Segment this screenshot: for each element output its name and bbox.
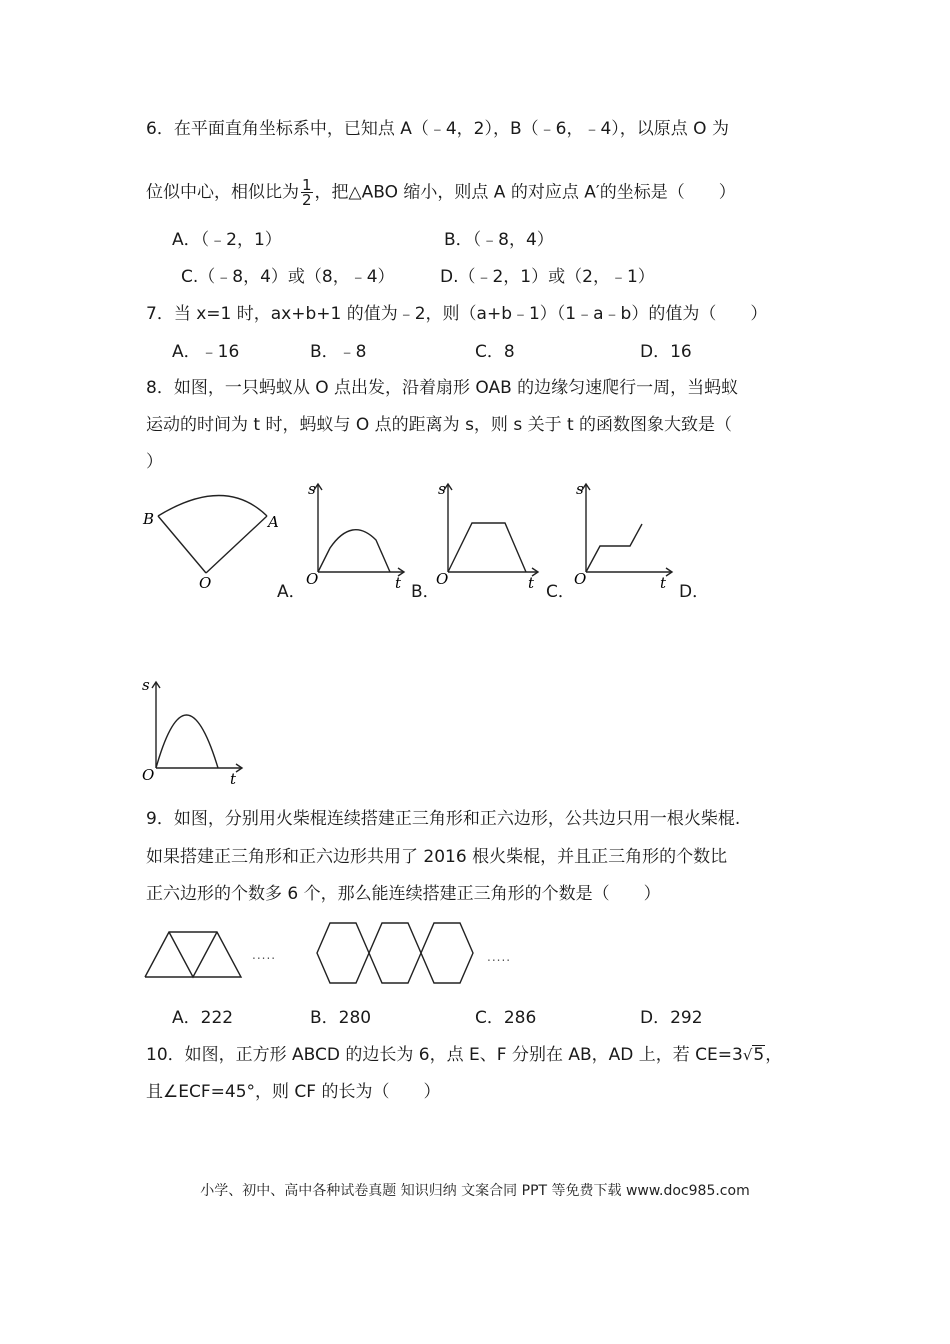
q6-option-a: A．（﹣2，1） [172,230,282,250]
q7-option-d: D．16 [640,342,692,362]
q6-option-d: D.（﹣2，1）或（2，﹣1） [440,267,655,287]
q10-stem-line1-before: 10．如图，正方形 ABCD 的边长为 6，点 E、F 分别在 AB，AD 上，若 CE=3 [146,1045,743,1065]
q6-fraction-denominator: 2 [302,191,312,209]
q9-stem-line1: 9．如图，分别用火柴棍连续搭建正三角形和正六边形，公共边只用一根火柴棍. [146,809,741,829]
q10-stem-line1: 10．如图，正方形 ABCD 的边长为 6，点 E、F 分别在 AB，AD 上，若 CE=3√5， [146,1045,783,1065]
q8-stem-line2: 运动的时间为 t 时，蚂蚁与 O 点的距离为 s，则 s 关于 t 的函数图象大致是（ [146,415,733,435]
hexagon-chain-figure [312,918,482,988]
q8-stem-line3: ） [146,452,163,472]
q9-option-c: C．286 [475,1008,537,1028]
graph-b-axis-t: t [528,574,535,592]
q6-fraction [301,178,313,207]
graph-b-origin: O [436,570,449,588]
sector-label-o: O [199,574,212,590]
q6-stem-line2-after: ，把△ABO 缩小，则点 A 的对应点 A′的坐标是（ ） [314,182,736,203]
graph-d-axis-t: t [230,770,237,788]
q9-stem-line3: 正六边形的个数多 6 个，那么能连续搭建正三角形的个数是（ ） [146,884,661,904]
q6-stem-line2 [146,178,736,207]
q9-stem-line2: 如果搭建正三角形和正六边形共用了 2016 根火柴棍，并且正三角形的个数比 [146,847,728,867]
graph-a-axis-s: s [308,480,316,498]
graph-c-axis-s: s [576,480,584,498]
q10-stem-line1-after: ， [765,1045,783,1065]
graph-c-axis-t: t [660,574,667,592]
q8-label-b: B． [411,582,440,602]
q10-stem-line2: 且∠ECF=45°，则 CF 的长为（ ） [146,1082,441,1102]
graph-a-origin: O [306,570,319,588]
q7-stem: 7．当 x=1 时，ax+b+1 的值为﹣2，则（a+b﹣1）（1﹣a﹣b）的值为（ ） [146,304,768,324]
q9-option-d: D．292 [640,1008,703,1028]
triangle-chain-figure [140,925,250,985]
q6-option-c: C.（﹣8，4）或（8，﹣4） [181,267,395,287]
graph-d-axis-s: s [142,676,150,694]
graph-d [140,676,250,791]
hexagon-chain-ellipsis: ..... [487,950,512,964]
sector-label-b: B [143,510,155,528]
graph-d-origin: O [142,766,155,784]
graph-a [300,478,410,593]
q8-stem-line1: 8．如图，一只蚂蚁从 O 点出发，沿着扇形 OAB 的边缘匀速爬行一周，当蚂蚁 [146,378,739,398]
graph-c-origin: O [574,570,587,588]
graph-c [570,478,680,593]
q7-option-c: C．8 [475,342,515,362]
q6-option-b: B．（﹣8，4） [444,230,554,250]
q10-sqrt-value: 5 [753,1045,765,1065]
sector-oab-figure [140,490,290,590]
q6-fraction-numerator: 1 [302,176,312,194]
graph-b [430,478,545,593]
q9-option-b: B．280 [310,1008,372,1028]
q7-option-a: A．﹣16 [172,342,240,362]
q8-label-c: C． [546,582,575,602]
q8-label-a: A． [277,582,306,602]
q6-stem-line1: 6．在平面直角坐标系中，已知点 A（﹣4，2），B（﹣6，﹣4），以原点 O 为 [146,119,729,139]
q6-stem-line2-before: 位似中心，相似比为 [146,182,299,203]
sector-label-a: A [268,513,279,531]
q7-option-b: B．﹣8 [310,342,367,362]
graph-a-axis-t: t [395,574,402,592]
triangle-chain-ellipsis: ..... [252,948,277,962]
graph-b-axis-s: s [438,480,446,498]
q8-label-d: D． [679,582,710,602]
q9-option-a: A．222 [172,1008,234,1028]
page-footer: 小学、初中、高中各种试卷真题 知识归纳 文案合同 PPT 等免费下载 www.doc985.com [200,1183,750,1199]
